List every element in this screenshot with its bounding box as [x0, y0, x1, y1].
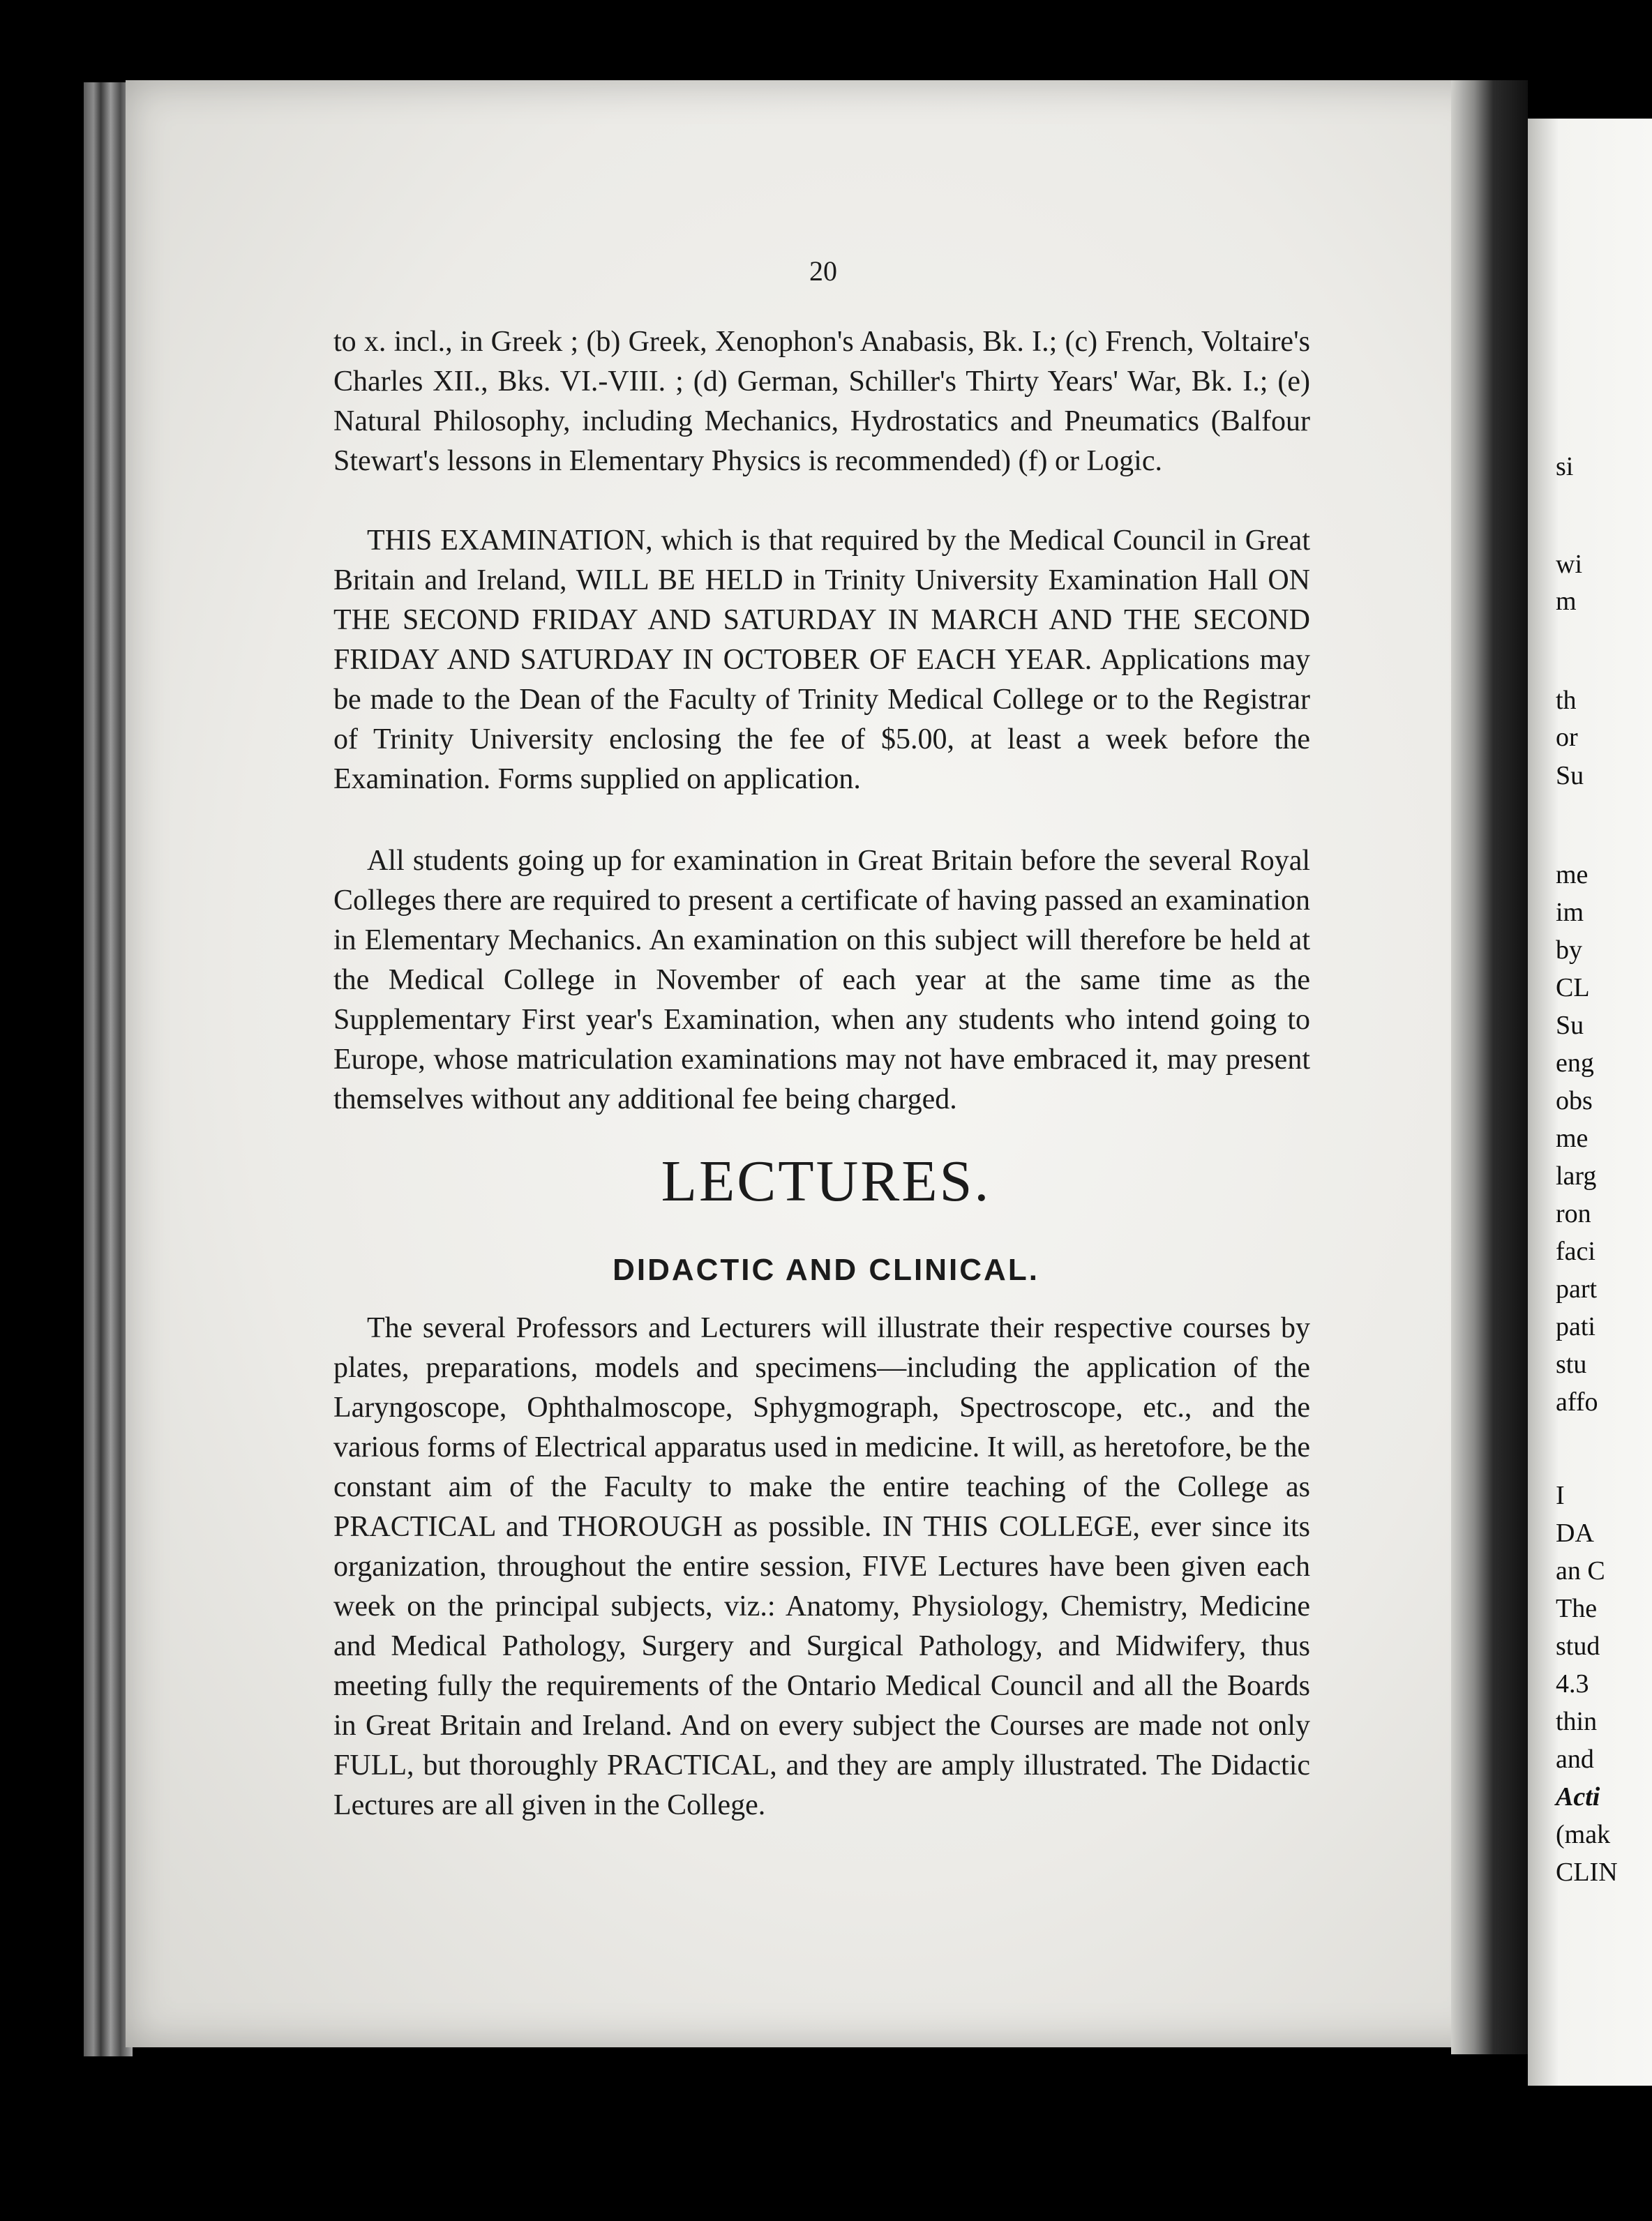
- facing-text: Acti: [1556, 1782, 1600, 1812]
- facing-text: wi: [1556, 550, 1582, 579]
- paragraph-text: The several Professors and Lecturers will illustrate their respective courses by plates, preparations, models and specimens—including the application of the Laryngoscope, Ophthalmoscope, Sphygmograph, Spectroscope, etc., and the various forms of Electrical apparatus used in medicine. It will, as heretofore, be the constant aim of the Faculty to make the entire teaching of the College as PRACTICAL and THOROUGH as possible. IN THIS COLLEGE, ever since its organization, throughout the entire session, FIVE Lectures have been given each week on the principal subjects, viz.: Anatomy, Physiology, Chemistry, Medicine and Medical Pathology, Surgery and Surgical Pathology, and Midwifery, thus meeting fully the requirements of the Ontario Medical Council and all the Boards in Great Britain and Ireland. And on every subject the Courses are made not only FULL, but thoroughly PRACTICAL, and they are amply illustrated. The Didactic Lectures are all given in the College.: [333, 1312, 1310, 1821]
- facing-text: th: [1556, 686, 1577, 715]
- facing-text: The: [1556, 1594, 1598, 1623]
- facing-text: and: [1556, 1745, 1594, 1774]
- facing-text: eng: [1556, 1048, 1594, 1078]
- facing-text: faci: [1556, 1237, 1595, 1266]
- facing-text: an C: [1556, 1556, 1605, 1586]
- facing-text: stu: [1556, 1350, 1587, 1379]
- facing-text: ron: [1556, 1199, 1591, 1228]
- facing-text: affo: [1556, 1387, 1598, 1417]
- paragraph-examination: [333, 521, 1310, 799]
- facing-text: (mak: [1556, 1820, 1611, 1849]
- facing-text: me: [1556, 1124, 1589, 1153]
- paragraph-text: THIS EXAMINATION, which is that required by the Medical Council in Great Britain and Ireland, WILL BE HELD in Trinity University Examination Hall ON THE SECOND FRIDAY AND SATURDAY IN MARCH AND THE SECOND FRIDAY AND SATURDAY IN OCTOBER OF EACH YEAR. Applications may be made to the Dean of the Faculty of Trinity Medical College or to the Registrar of Trinity University enclosing the fee of $5.00, at least a week before the Examination. Forms supplied on application.: [333, 525, 1310, 795]
- paragraph-text: All students going up for examination in Great Britain before the several Royal Colleges there are required to present a certificate of having passed an examination in Elementary Mechanics. An examination on this subject will therefore be held at the Medical College in November of each year at the same time as the Supplementary First year's Examination, when any students who intend going to Europe, whose matriculation examinations may not have embraced it, may present themselves without any additional fee being charged.: [333, 845, 1310, 1115]
- facing-text: larg: [1556, 1161, 1597, 1191]
- paragraph-subjects: [333, 322, 1310, 481]
- facing-text: pati: [1556, 1312, 1595, 1341]
- facing-text: CL: [1556, 973, 1590, 1002]
- paragraph-lectures: [333, 1309, 1310, 1825]
- facing-text: Su: [1556, 761, 1584, 790]
- facing-text: im: [1556, 898, 1584, 927]
- facing-text: by: [1556, 935, 1582, 965]
- facing-text: thin: [1556, 1707, 1598, 1736]
- facing-text: m: [1556, 587, 1577, 616]
- facing-text: I: [1556, 1481, 1565, 1510]
- facing-text: stud: [1556, 1632, 1600, 1661]
- paragraph-text: to x. incl., in Greek ; (b) Greek, Xenophon's Anabasis, Bk. I.; (c) French, Voltaire's Charles XII., Bks. VI.-VIII. ; (d) German, Schiller's Thirty Years' War, Bk. I.; (e) Natural Philosophy, including Mechanics, Hydrostatics and Pneumatics (Balfour Stewart's lessons in Elementary Physics is recommended) (f) or Logic.: [333, 326, 1310, 477]
- facing-text: si: [1556, 452, 1574, 481]
- facing-text: 4.3: [1556, 1669, 1589, 1699]
- facing-text: Su: [1556, 1011, 1584, 1040]
- paragraph-great-britain: [333, 841, 1310, 1120]
- facing-text: obs: [1556, 1086, 1593, 1115]
- facing-page-fragment: [1528, 119, 1652, 2086]
- section-subheading: DIDACTIC AND CLINICAL.: [613, 1253, 1039, 1287]
- facing-text: or: [1556, 723, 1578, 752]
- page-number: 20: [809, 255, 837, 287]
- facing-text: CLIN: [1556, 1858, 1618, 1887]
- section-heading: LECTURES.: [661, 1149, 991, 1214]
- facing-text: me: [1556, 860, 1589, 889]
- facing-text: part: [1556, 1274, 1598, 1304]
- book-gutter: [1451, 80, 1528, 2054]
- facing-text: DA: [1556, 1519, 1594, 1548]
